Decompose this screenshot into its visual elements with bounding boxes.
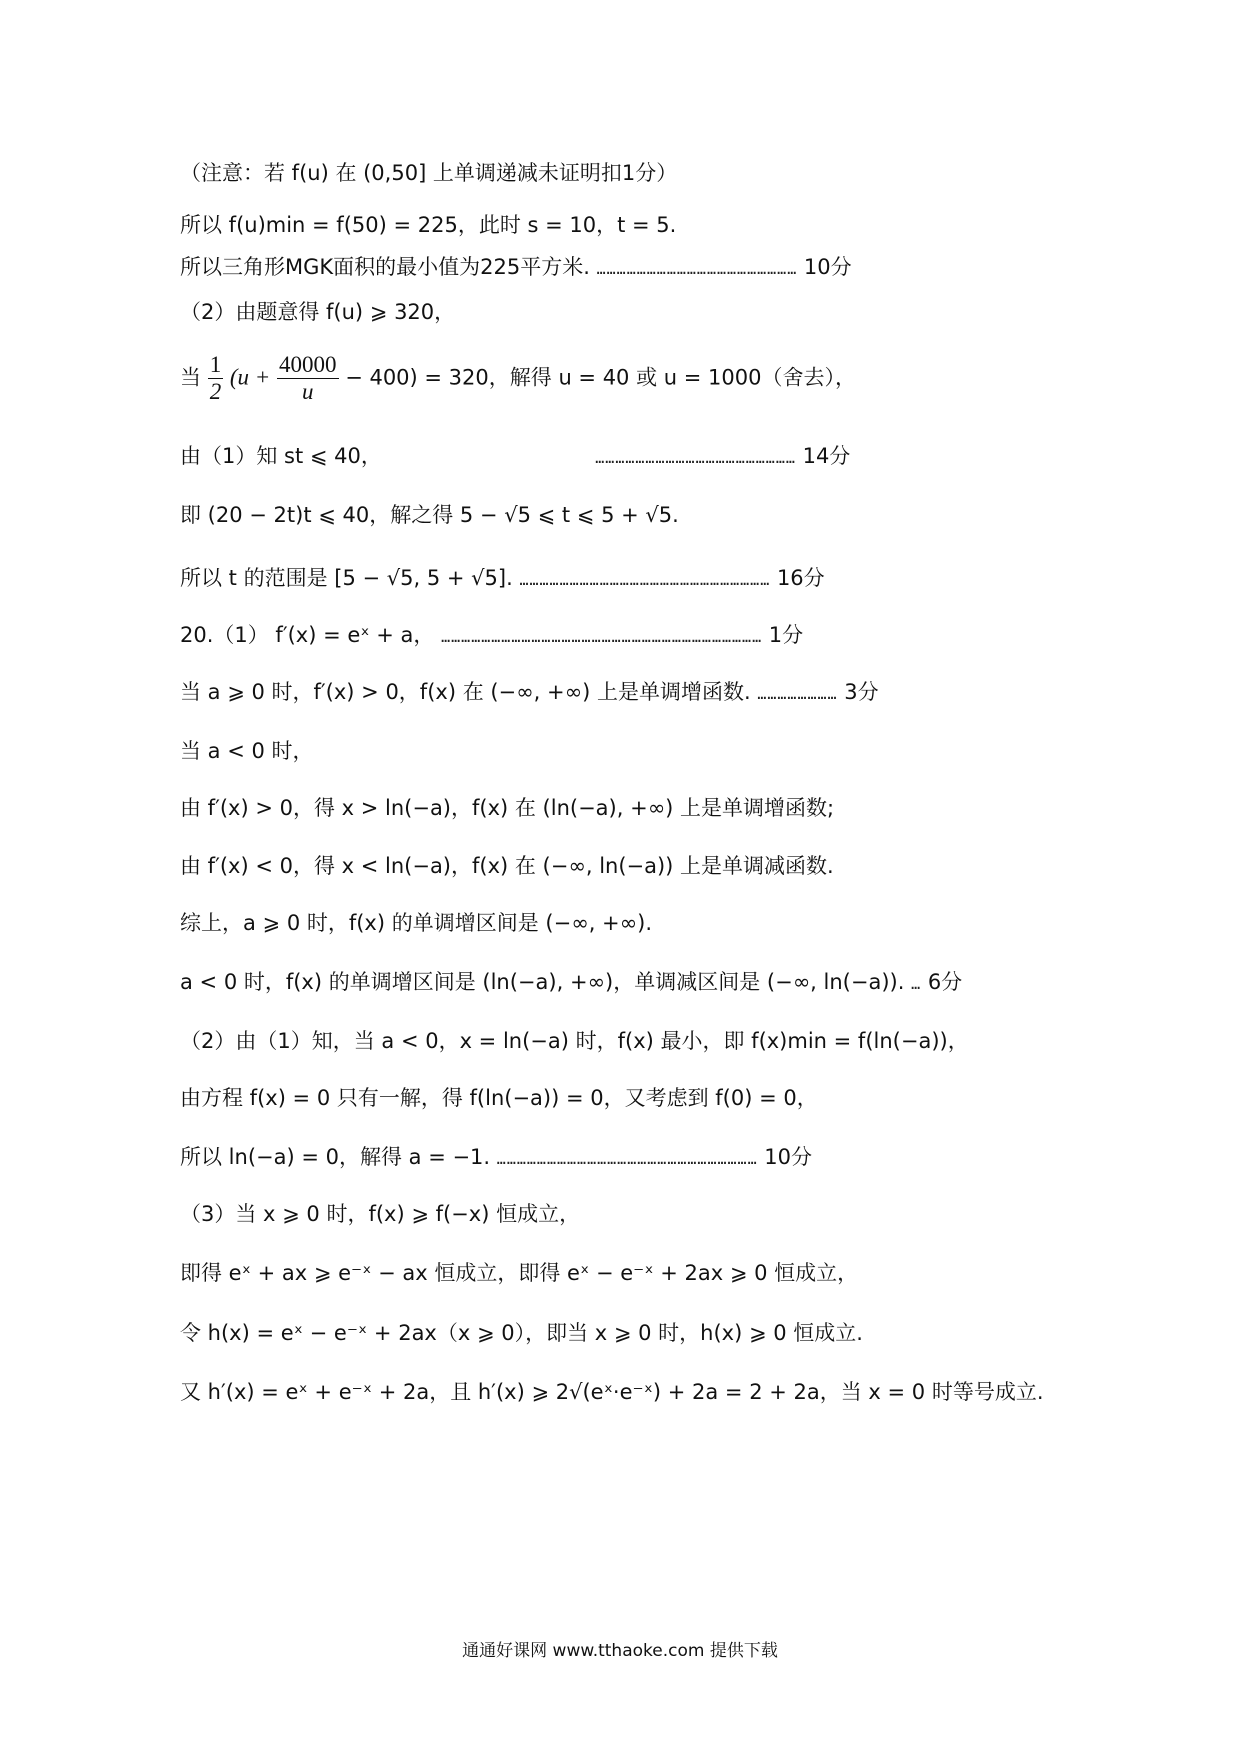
solve-a-line: 所以 ln(−a) = 0，解得 a = −1. …………………………………………………………………… 10分 xyxy=(180,1145,813,1169)
part2-heading-line: （2）由题意得 f(u) ⩾ 320， xyxy=(180,300,456,324)
unique-root-line: 由方程 f(x) = 0 只有一解，得 f(ln(−a)) = 0，又考虑到 f(0) = 0， xyxy=(180,1086,818,1110)
rewrite-inequality-line: 即得 eˣ + ax ⩾ e⁻ˣ − ax 恒成立，即得 eˣ − e⁻ˣ + 2ax ⩾ 0 恒成立， xyxy=(180,1261,859,1285)
summary-line-1: 综上，a ⩾ 0 时，f(x) 的单调增区间是 (−∞, +∞). xyxy=(180,911,652,935)
area-min-line: 所以三角形MGK面积的最小值为225平方米. …………………………………………………… 10分 xyxy=(180,255,852,279)
t-range-line: 所以 t 的范围是 [5 − √5, 5 + √5]. ………………………………………………………………… 16分 xyxy=(180,566,825,590)
note-line: （注意：若 f(u) 在 (0,50] 上单调递减未证明扣1分） xyxy=(180,161,678,185)
case-a-nonneg-line: 当 a ⩾ 0 时，f′(x) > 0，f(x) 在 (−∞, +∞) 上是单调增函数. …………………… 3分 xyxy=(180,680,879,704)
q20-part1-line: 20.（1） f′(x) = eˣ + a， …………………………………………………………………………………… 1分 xyxy=(180,623,804,647)
score-mark: 10分 xyxy=(803,255,852,279)
fraction-half: $\frac{1}{2}$ xyxy=(209,352,222,404)
h-derivative-line: 又 h′(x) = eˣ + e⁻ˣ + 2a，且 h′(x) ⩾ 2√(eˣ·e⁻ˣ) + 2a = 2 + 2a，当 x = 0 时等号成立. xyxy=(180,1380,1044,1404)
min-value-line: 所以 f(u)min = f(50) = 225，此时 s = 10，t = 5. xyxy=(180,213,677,237)
score-mark: 10分 xyxy=(764,1145,813,1169)
score-mark: 6分 xyxy=(927,970,963,994)
st-bound-line: 由（1）知 st ⩽ 40， …………………………………………………… 14分 xyxy=(180,444,851,468)
footer-credit: 通通好课网 www.tthaoke.com 提供下载 xyxy=(462,1641,778,1661)
summary-line-2: a < 0 时，f(x) 的单调增区间是 (ln(−a), +∞)，单调减区间是 (−∞, ln(−a)). … 6分 xyxy=(180,970,963,994)
fraction-40000-over-u: $\frac{40000}{u}$ xyxy=(279,352,337,404)
leader-dots: …………………………………………………………………… xyxy=(496,1150,758,1168)
define-h-line: 令 h(x) = eˣ − e⁻ˣ + 2ax（x ⩾ 0），即当 x ⩾ 0 时，h(x) ⩾ 0 恒成立. xyxy=(180,1321,863,1345)
leader-dots: … xyxy=(911,975,922,993)
score-mark: 3分 xyxy=(844,680,879,704)
fraction-equation-line: 当 $\frac{1}{2}$ (u + $\frac{40000}{u}$ − 400) = 320，解得 u = 40 或 u = 1000（舍去）， xyxy=(180,352,856,404)
leader-dots: …………………………………………………………………………………… xyxy=(441,628,763,646)
leader-dots: ………………………………………………………………… xyxy=(519,571,771,589)
inequality-solution-line: 即 (20 − 2t)t ⩽ 40，解之得 5 − √5 ⩽ t ⩽ 5 + √5. xyxy=(180,503,679,527)
leader-dots: …………………………………………………… xyxy=(595,449,796,467)
decreasing-interval-line: 由 f′(x) < 0，得 x < ln(−a)，f(x) 在 (−∞, ln(−a)) 上是单调减函数. xyxy=(180,854,834,878)
score-mark: 1分 xyxy=(768,623,804,647)
case-a-neg-line: 当 a < 0 时， xyxy=(180,739,314,763)
part3-heading-line: （3）当 x ⩾ 0 时，f(x) ⩾ f(−x) 恒成立， xyxy=(180,1202,581,1226)
part2-min-line: （2）由（1）知，当 a < 0，x = ln(−a) 时，f(x) 最小，即 f(x)min = f(ln(−a))， xyxy=(180,1029,969,1053)
leader-dots: …………………………………………………… xyxy=(596,260,798,278)
score-mark: 14分 xyxy=(802,444,851,468)
score-mark: 16分 xyxy=(776,566,825,590)
increasing-interval-line: 由 f′(x) > 0，得 x > ln(−a)，f(x) 在 (ln(−a), +∞) 上是单调增函数; xyxy=(180,796,835,820)
leader-dots: …………………… xyxy=(757,685,838,703)
